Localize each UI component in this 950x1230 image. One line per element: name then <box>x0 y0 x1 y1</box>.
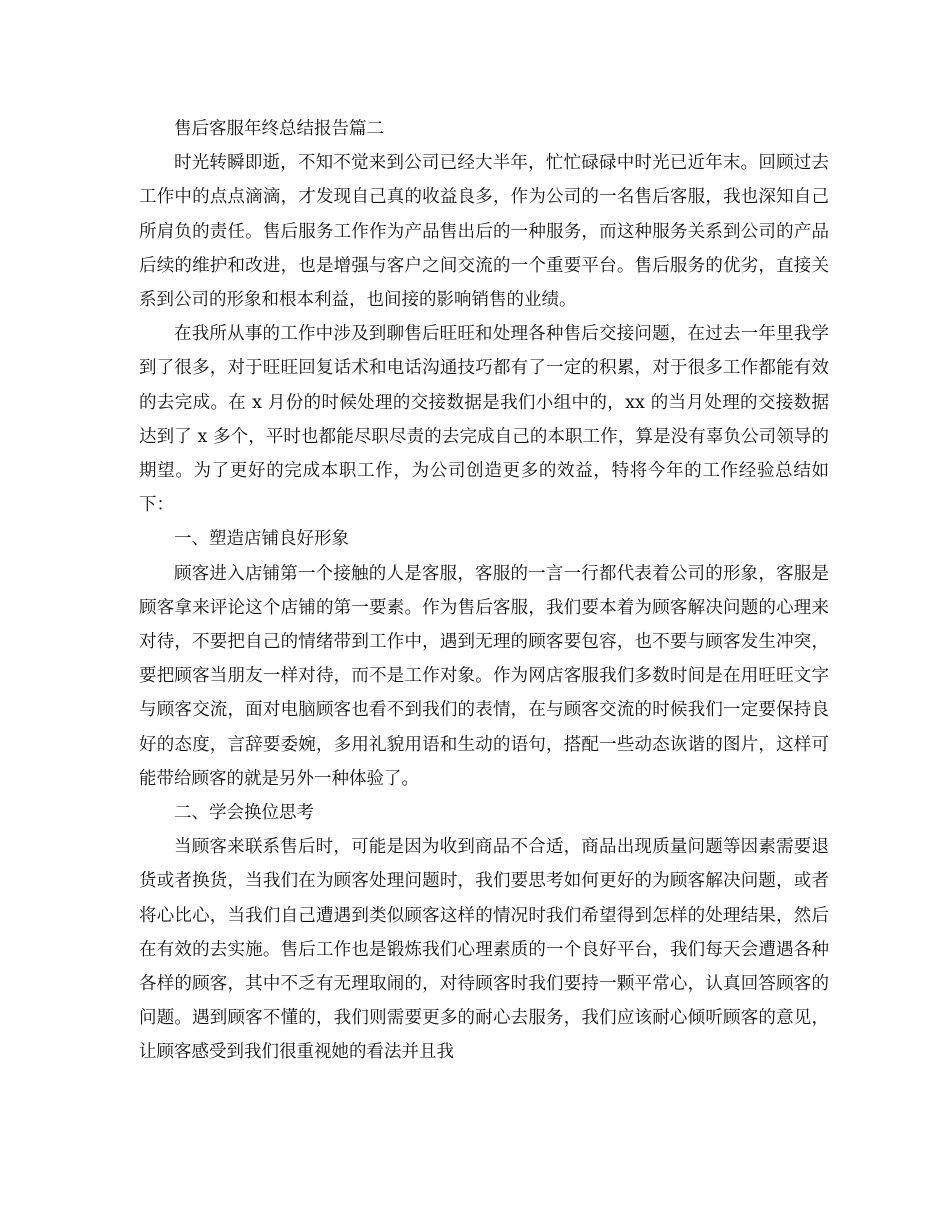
paragraph-section-2: 当顾客来联系售后时，可能是因为收到商品不合适，商品出现质量问题等因素需要退货或者换货，当我们在为顾客处理问题时，我们要思考如何更好的为顾客解决问题，或者将心比心，当我们自己遭遇到类似顾客这样的情况时我们希望得到怎样的处理结果，然后在有效的去实施。售后工作也是锻炼我们心理素质的一个良好平台，我们每天会遭遇各种各样的顾客，其中不乏有无理取闹的，对待顾客时我们要持一颗平常心，认真回答顾客的问题。遇到顾客不懂的，我们则需要更多的耐心去服务，我们应该耐心倾听顾客的意见，让顾客感受到我们很重视她的看法并且我 <box>139 837 829 1063</box>
document-title: 售后客服年终总结报告篇二 <box>174 119 384 139</box>
section-heading-2: 二、学会换位思考 <box>174 803 314 824</box>
paragraph-work-summary: 在我所从事的工作中涉及到聊售后旺旺和处理各种售后交接问题，在过去一年里我学到了很多，对于旺旺回复话术和电话沟通技巧都有了一定的积累，对于很多工作都能有效的去完成。在 x 月份的时候处理的交接数据是我们小组中的，xx 的当月处理的交接数据达到了 x 多个，平时也都能尽职尽责的去完成自己的本职工作，算是没有辜负公司领导的期望。为了更好的完成本职工作，为公司创造更多的效益，特将今年的工作经验总结如下： <box>139 324 829 516</box>
paragraph-section-1: 顾客进入店铺第一个接触的人是客服，客服的一言一行都代表着公司的形象，客服是顾客拿来评论这个店铺的第一要素。作为售后客服，我们要本着为顾客解决问题的心理来对待，不要把自己的情绪带到工作中，遇到无理的顾客要包容，也不要与顾客发生冲突，要把顾客当朋友一样对待，而不是工作对象。作为网店客服我们多数时间是在用旺旺文字与顾客交流，面对电脑顾客也看不到我们的表情，在与顾客交流的时候我们一定要保持良好的态度，言辞要委婉，多用礼貌用语和生动的语句，搭配一些动态诙谐的图片，这样可能带给顾客的就是另外一种体验了。 <box>139 563 829 789</box>
section-heading-1: 一、塑造店铺良好形象 <box>174 529 349 550</box>
document-body <box>139 112 829 1070</box>
paragraph-intro: 时光转瞬即逝，不知不觉来到公司已经大半年，忙忙碌碌中时光已近年末。回顾过去工作中的点点滴滴，才发现自己真的收益良多，作为公司的一名售后客服，我也深知自己所肩负的责任。售后服务工作作为产品售出后的一种服务，而这种服务关系到公司的产品后续的维护和改进，也是增强与客户之间交流的一个重要平台。售后服务的优劣，直接关系到公司的形象和根本利益，也间接的影响销售的业绩。 <box>139 153 829 311</box>
